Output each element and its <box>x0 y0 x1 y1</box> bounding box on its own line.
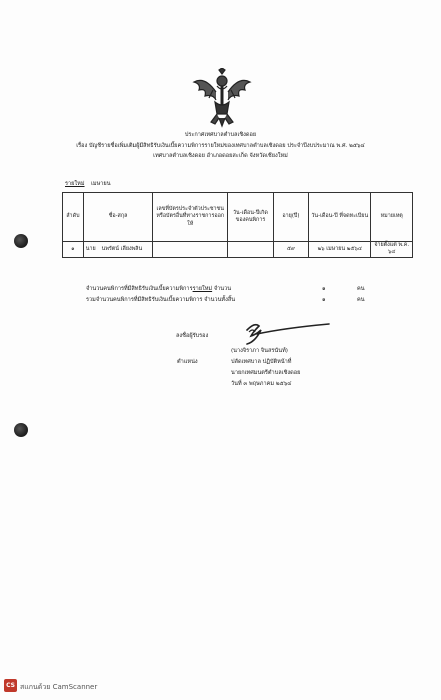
position-label: ตำแหน่ง <box>177 359 198 365</box>
cell-prefix: นาย <box>85 245 96 252</box>
signature-date: วันที่ ๓ พฤษภาคม ๒๕๖๔ <box>231 381 292 387</box>
group-label: รายใหม่ <box>65 181 85 187</box>
header-reg-date: วัน-เดือน-ปี ที่จดทะเบียน <box>309 193 371 242</box>
cell-note: จ่ายตั้งแต่ พ.ค. ๖๔ <box>371 242 413 258</box>
summary-new-unit: คน <box>357 286 365 292</box>
announcement-title: ประกาศเทศบาลตำบลเชิงดอย <box>184 132 257 138</box>
table-header-row <box>63 193 413 242</box>
header-dob: วัน-เดือน-ปีเกิดของคนพิการ <box>228 193 274 242</box>
header-name: ชื่อ-สกุล <box>83 193 153 242</box>
summary-total-value: ๑ <box>322 297 326 303</box>
certifier-label: ลงชื่อผู้รับรอง <box>176 333 209 339</box>
header-id-card: เลขที่บัตรประจำตัวประชาชนหรือบัตรอื่นที่ทางราชการออกให้ <box>153 193 228 242</box>
cell-id-card <box>153 242 228 258</box>
cell-dob <box>228 242 274 258</box>
header-age: อายุ(ปี) <box>273 193 308 242</box>
summary-total-label: รวมจำนวนคนพิการที่มีสิทธิรับเงินเบี้ยความพิการ จำนวนทั้งสิ้น <box>86 297 236 303</box>
cell-no: ๑ <box>63 242 84 258</box>
cell-age: ๕๙ <box>273 242 308 258</box>
camscanner-watermark: สแกนด้วย CamScanner <box>20 683 98 691</box>
cell-reg-date: ๒๖ เมษายน ๒๕๖๔ <box>309 242 371 258</box>
office-title: นายกเทศมนตรีตำบลเชิงดอย <box>231 370 301 376</box>
announcement-subject: เรื่อง บัญชีรายชื่อเพิ่มเติมผู้มีสิทธิรับเงินเบี้ยความพิการรายใหม่ของเทศบาลตำบลเชิงดอย ประจำปีงบประมาณ พ.ศ. ๒๕๖๔ <box>76 143 365 149</box>
summary-new-label <box>86 287 231 293</box>
header-no: ลำดับ <box>63 193 84 242</box>
punch-hole <box>14 234 28 248</box>
cell-fullname: นพรัตน์ เลียงพลิน <box>101 245 143 252</box>
summary-new-suffix: จำนวน <box>212 286 232 292</box>
garuda-emblem-icon <box>191 68 253 128</box>
summary-new-word: รายใหม่ <box>192 286 213 292</box>
table-row <box>63 242 413 258</box>
summary-new-value: ๑ <box>322 286 326 292</box>
position-value: ปลัดเทศบาล ปฏิบัติหน้าที่ <box>231 359 292 365</box>
announcement-location: เทศบาลตำบลเชิงดอย อำเภอดอยสะเก็ด จังหวัดเชียงใหม่ <box>153 153 288 159</box>
signer-name: (นางจิราภา จินสรนันท์) <box>231 348 288 354</box>
header-note: หมายเหตุ <box>371 193 413 242</box>
handwritten-signature <box>225 320 330 346</box>
cell-name <box>83 242 153 258</box>
camscanner-logo-icon: CS <box>4 679 17 692</box>
punch-hole <box>14 423 28 437</box>
beneficiary-table <box>62 192 413 258</box>
summary-total-unit: คน <box>357 297 365 303</box>
summary-new-prefix: จำนวนคนพิการที่มีสิทธิรับเงินเบี้ยความพิการ <box>86 286 193 292</box>
group-month: เมษายน <box>91 181 111 187</box>
